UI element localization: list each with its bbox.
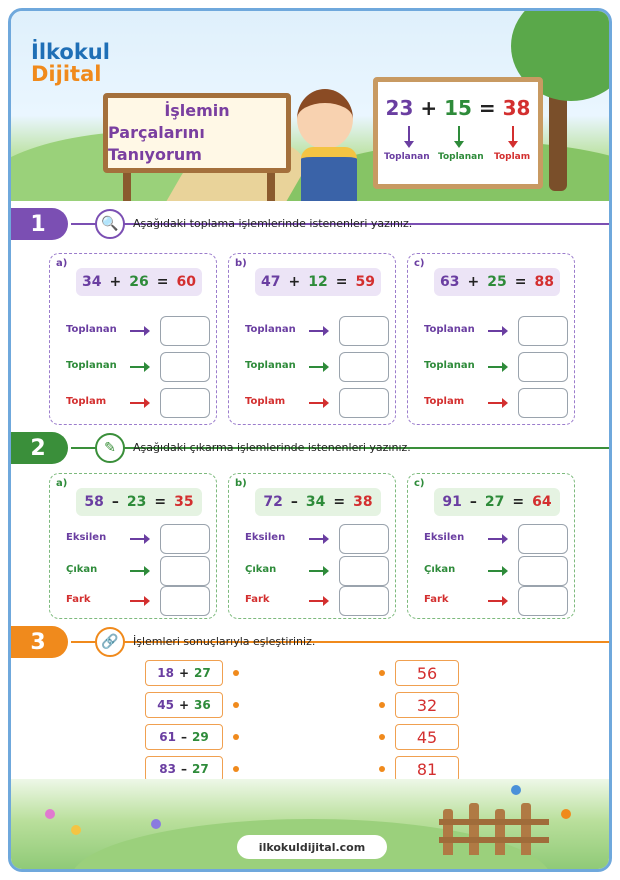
match-result[interactable]: 81 [395,756,459,782]
footer-illustration [11,779,609,872]
row-label: Fark [424,594,449,605]
equation [434,268,560,296]
addend-a: 63 [440,274,460,290]
row-label: Fark [245,594,270,605]
section-title: Aşağıdaki çıkarma işlemlerinde istenenleri yazınız. [133,441,411,454]
answer-input[interactable] [339,586,389,616]
sign-post [267,171,275,201]
answer-row [239,524,389,554]
bird-icon [511,785,521,795]
operator: – [111,494,119,510]
match-dot[interactable] [379,670,385,676]
result: 59 [355,274,375,290]
addend-a: 47 [261,274,281,290]
operator: + [178,666,190,680]
answer-input[interactable] [518,388,568,418]
arrow-right-icon [130,402,146,404]
match-dot[interactable] [379,766,385,772]
equation [255,268,381,296]
arrow-right-icon [309,600,325,602]
section-number-badge: 3 [8,626,68,658]
row-label: Toplanan [245,324,296,335]
answer-input[interactable] [518,586,568,616]
logo-line2: Dijital [31,62,102,86]
magnifier-icon: 🔍 [95,209,125,239]
answer-row [239,352,389,382]
answer-input[interactable] [160,352,210,382]
problem-letter: c) [414,478,425,489]
worksheet-page [8,8,612,872]
answer-row [418,388,568,418]
row-label: Toplam [424,396,465,407]
addend-a: 34 [82,274,102,290]
flower-icon [561,809,571,819]
arrow-down-icon [512,126,514,144]
match-result[interactable]: 56 [395,660,459,686]
answer-input[interactable] [339,556,389,586]
arrow-right-icon [309,570,325,572]
row-label: Çıkan [424,564,456,575]
fence-icon [439,799,549,855]
page-title-line2: Parçalarını Tanıyorum [108,123,205,164]
minuend: 58 [84,494,104,510]
addend-b: 12 [308,274,328,290]
problem-letter: b) [235,478,247,489]
arrow-right-icon [309,330,325,332]
operand-b: 27 [192,762,209,776]
arrow-right-icon [309,402,325,404]
row-label: Eksilen [424,532,465,543]
section-title: Aşağıdaki toplama işlemlerinde istenenleri yazınız. [133,217,413,230]
match-dot[interactable] [379,702,385,708]
logo [31,41,110,85]
result: 60 [176,274,196,290]
operator: + [467,274,480,290]
problem-box [49,253,217,425]
result: 38 [353,494,373,510]
arrow-down-icon [458,126,460,144]
arrow-right-icon [488,600,504,602]
arrow-right-icon [309,538,325,540]
subtrahend: 34 [305,494,326,510]
answer-row [418,524,568,554]
match-operation[interactable] [145,692,223,718]
row-label: Toplanan [66,324,117,335]
pencil-icon: ✎ [95,433,125,463]
board-addend-b: 15 [444,96,472,120]
section-number-badge: 2 [8,432,68,464]
problem-letter: b) [235,258,247,269]
arrow-right-icon [130,366,146,368]
problem-letter: a) [56,258,68,269]
match-dot[interactable] [233,734,239,740]
match-result[interactable]: 45 [395,724,459,750]
match-operation[interactable] [145,724,223,750]
match-dot[interactable] [233,702,239,708]
arrow-down-icon [408,126,410,144]
website-url[interactable]: ilkokuldijital.com [237,835,387,859]
result: 35 [174,494,194,510]
answer-input[interactable] [339,316,389,346]
equals: = [333,494,346,510]
equation [434,488,560,516]
arrow-right-icon [488,402,504,404]
section-title: İşlemleri sonuçlarıyla eşleştiriniz. [133,635,316,648]
problem-box [228,473,396,619]
answer-row [239,316,389,346]
flower-icon [45,809,55,819]
flower-icon [71,825,81,835]
subtrahend: 27 [484,494,505,510]
girl-body [301,147,357,201]
problem-box [407,253,575,425]
match-dot[interactable] [233,670,239,676]
row-label: Toplam [245,396,286,407]
flower-icon [151,819,161,829]
board-label-addend-a: Toplanan [384,152,430,162]
equation [255,488,381,516]
section-number-badge: 1 [8,208,68,240]
operand-a: 18 [157,666,174,680]
row-label: Çıkan [66,564,98,575]
answer-row [418,316,568,346]
answer-row [418,352,568,382]
board-operator: + [420,96,438,120]
operator: – [469,494,477,510]
answer-input[interactable] [339,388,389,418]
answer-row [60,556,210,586]
arrow-right-icon [130,538,146,540]
row-label: Eksilen [245,532,286,543]
row-label: Toplam [66,396,107,407]
answer-input[interactable] [518,316,568,346]
equals: = [156,274,169,290]
page-title-line1: İşlemin [164,101,230,120]
operator: – [290,494,298,510]
arrow-right-icon [488,538,504,540]
row-label: Çıkan [245,564,277,575]
board-equals: = [478,96,496,120]
board-equation [378,96,538,120]
operand-b: 29 [192,730,209,744]
problem-box [228,253,396,425]
answer-input[interactable] [160,388,210,418]
operator: + [109,274,122,290]
operator: – [181,730,187,744]
answer-row [239,556,389,586]
result: 64 [532,494,552,510]
operand-a: 45 [157,698,174,712]
arrow-right-icon [309,366,325,368]
arrow-right-icon [488,366,504,368]
answer-row [418,556,568,586]
answer-input[interactable] [160,556,210,586]
answer-input[interactable] [160,316,210,346]
subtrahend: 23 [126,494,147,510]
addend-b: 25 [487,274,507,290]
row-label: Eksilen [66,532,107,543]
arrow-right-icon [130,600,146,602]
arrow-right-icon [130,570,146,572]
header-illustration [11,11,609,201]
board-sum: 38 [502,96,531,120]
answer-row [60,316,210,346]
operator: + [178,698,190,712]
minuend: 72 [263,494,283,510]
operator: – [181,762,187,776]
arrow-right-icon [130,330,146,332]
answer-row [60,586,210,616]
operand-a: 61 [159,730,176,744]
row-label: Toplanan [424,324,475,335]
board-label-addend-b: Toplanan [438,152,484,162]
answer-row [418,586,568,616]
answer-row [60,352,210,382]
board-addend-a: 23 [385,96,414,120]
result: 88 [534,274,554,290]
sign-post [123,171,131,201]
answer-input[interactable] [160,524,210,554]
answer-input[interactable] [518,556,568,586]
addend-b: 26 [129,274,149,290]
equals: = [514,274,527,290]
row-label: Toplanan [245,360,296,371]
board-label-sum: Toplam [494,152,531,162]
equation [76,268,202,296]
answer-input[interactable] [518,524,568,554]
link-icon: 🔗 [95,627,125,657]
problem-letter: c) [414,258,425,269]
match-dot[interactable] [233,766,239,772]
answer-row [239,586,389,616]
logo-line1: İlkokul [31,40,110,64]
row-label: Toplanan [424,360,475,371]
example-board [373,77,543,189]
operand-b: 27 [194,666,211,680]
answer-row [60,388,210,418]
row-label: Toplanan [66,360,117,371]
minuend: 91 [442,494,462,510]
problem-box [407,473,575,619]
problem-letter: a) [56,478,68,489]
answer-input[interactable] [160,586,210,616]
equals: = [512,494,525,510]
equation [76,488,202,516]
answer-input[interactable] [518,352,568,382]
title-sign [103,93,291,173]
match-result[interactable]: 32 [395,692,459,718]
equals: = [154,494,167,510]
arrow-right-icon [488,330,504,332]
row-label: Fark [66,594,91,605]
arrow-right-icon [488,570,504,572]
answer-input[interactable] [339,352,389,382]
match-operation[interactable] [145,660,223,686]
girl-illustration [297,89,353,149]
problem-box [49,473,217,619]
operand-b: 36 [194,698,211,712]
answer-input[interactable] [339,524,389,554]
operand-a: 83 [159,762,176,776]
answer-row [239,388,389,418]
answer-row [60,524,210,554]
operator: + [288,274,301,290]
equals: = [335,274,348,290]
match-dot[interactable] [379,734,385,740]
